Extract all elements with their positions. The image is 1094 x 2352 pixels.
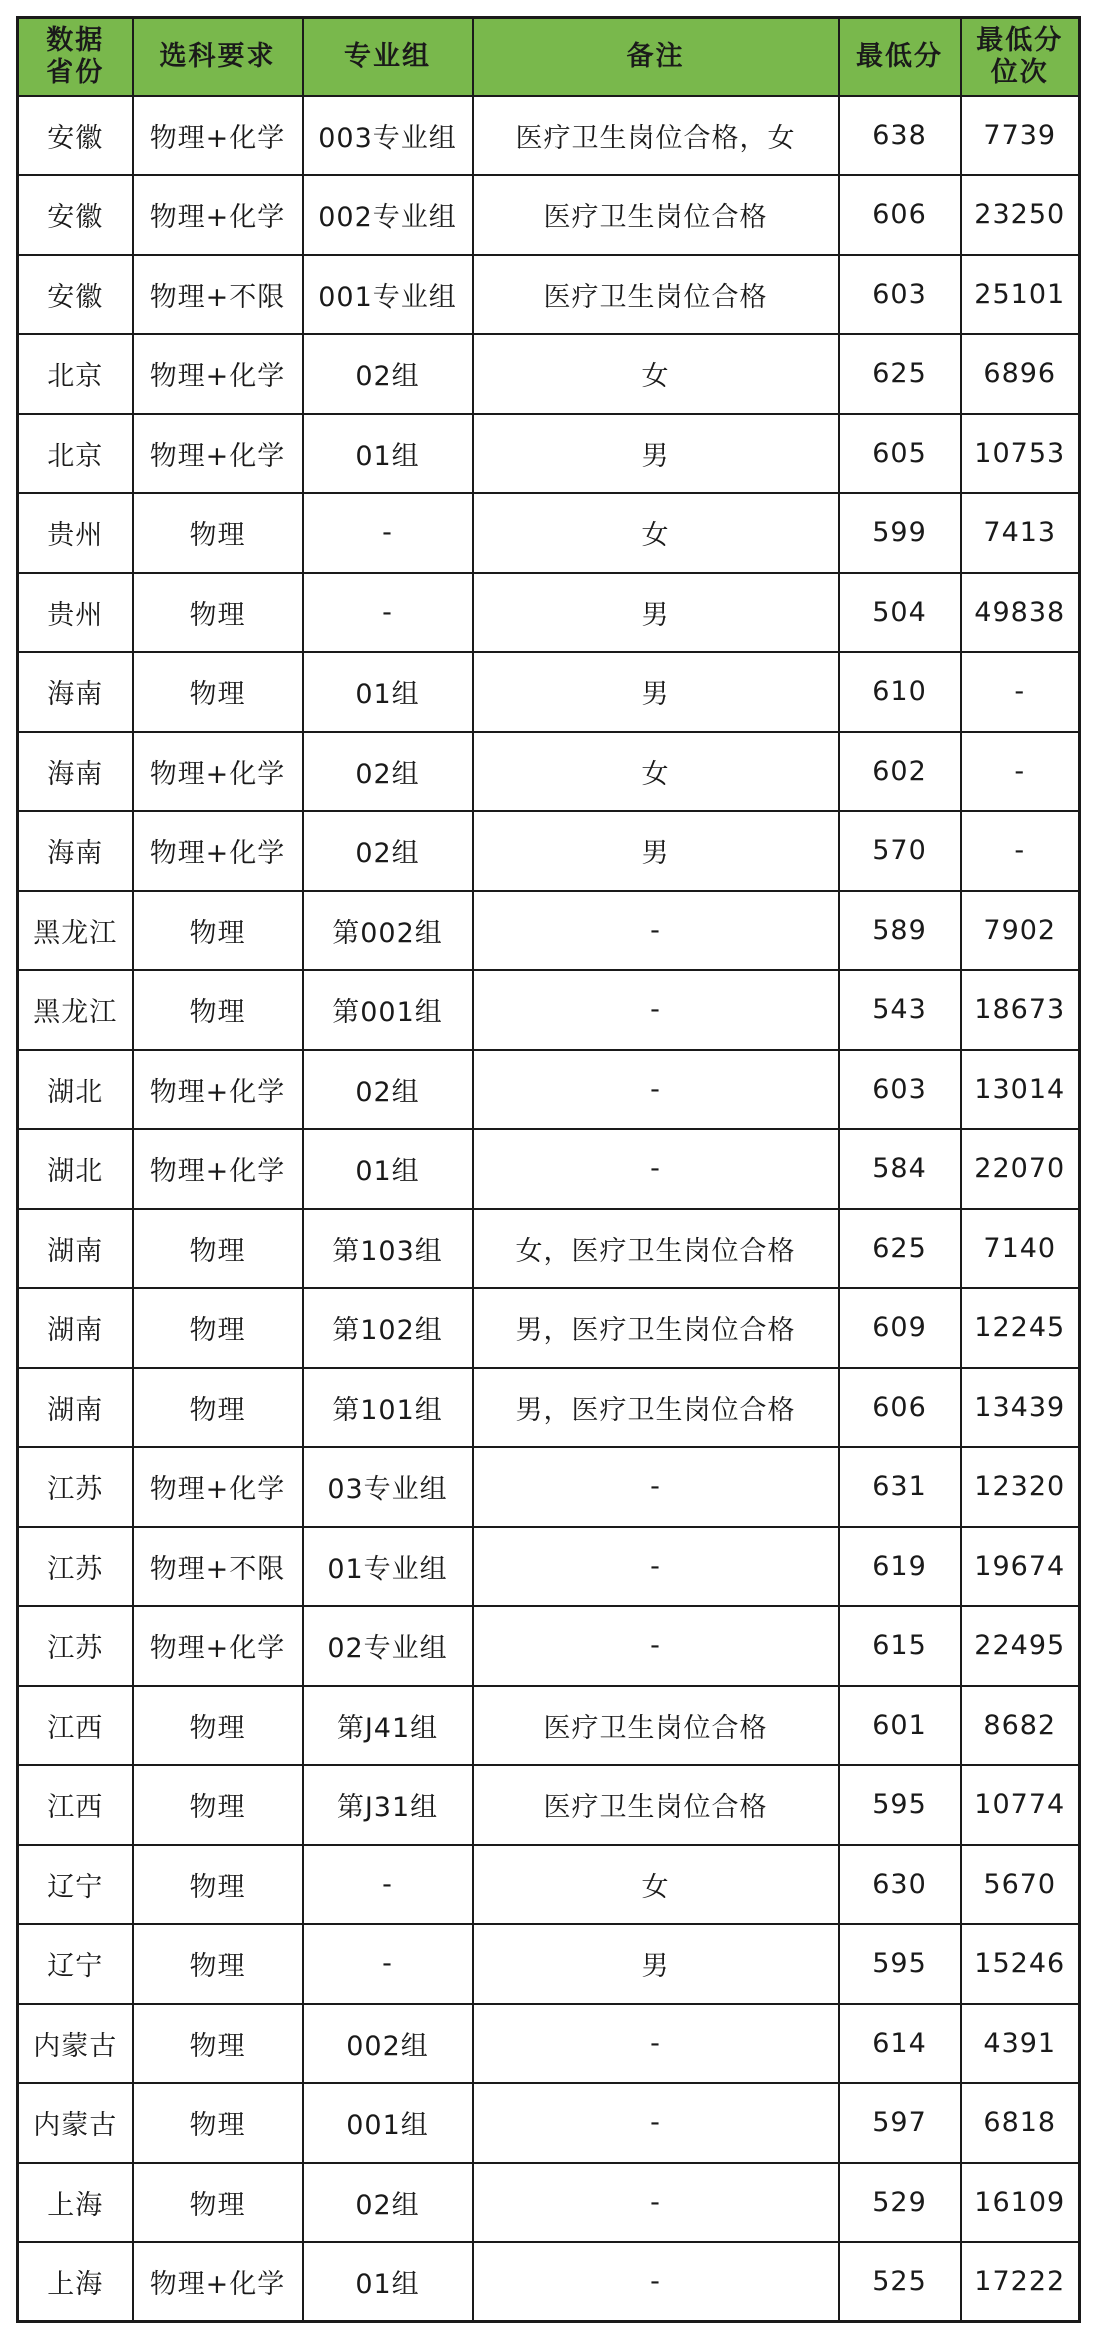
cell-min-rank: 23250: [961, 175, 1080, 255]
cell-group: 第J31组: [303, 1765, 473, 1845]
cell-group: -: [303, 493, 473, 573]
cell-subject: 物理: [133, 1686, 303, 1766]
cell-group: -: [303, 1924, 473, 2004]
header-province: 数据省份: [18, 18, 133, 96]
cell-min-score: 601: [839, 1686, 961, 1766]
table-row: [18, 1924, 1080, 2004]
cell-province: 内蒙古: [18, 2004, 133, 2084]
cell-province: 湖北: [18, 1050, 133, 1130]
cell-note: 医疗卫生岗位合格: [473, 175, 839, 255]
cell-min-rank: 19674: [961, 1527, 1080, 1607]
cell-group: -: [303, 1845, 473, 1925]
cell-subject: 物理+化学: [133, 414, 303, 494]
cell-min-score: 595: [839, 1924, 961, 2004]
cell-min-score: 610: [839, 652, 961, 732]
cell-note: 医疗卫生岗位合格: [473, 1686, 839, 1766]
cell-subject: 物理+不限: [133, 1527, 303, 1607]
table-row: [18, 1686, 1080, 1766]
cell-subject: 物理: [133, 2004, 303, 2084]
table-row: [18, 175, 1080, 255]
cell-min-rank: 6818: [961, 2083, 1080, 2163]
cell-note: -: [473, 2242, 839, 2322]
cell-min-score: 603: [839, 1050, 961, 1130]
cell-min-rank: 22495: [961, 1606, 1080, 1686]
cell-min-score: 543: [839, 970, 961, 1050]
cell-min-rank: 13439: [961, 1368, 1080, 1448]
table-row: [18, 334, 1080, 414]
table-row: [18, 1527, 1080, 1607]
cell-note: -: [473, 1129, 839, 1209]
cell-subject: 物理: [133, 1368, 303, 1448]
cell-province: 江苏: [18, 1447, 133, 1527]
cell-min-score: 595: [839, 1765, 961, 1845]
header-min-rank: 最低分位次: [961, 18, 1080, 96]
cell-min-rank: 16109: [961, 2163, 1080, 2243]
cell-min-rank: 12245: [961, 1288, 1080, 1368]
cell-province: 江西: [18, 1765, 133, 1845]
header-subject: 选科要求: [133, 18, 303, 96]
cell-min-rank: 8682: [961, 1686, 1080, 1766]
cell-min-rank: 7140: [961, 1209, 1080, 1289]
cell-province: 江苏: [18, 1527, 133, 1607]
cell-group: 01组: [303, 414, 473, 494]
cell-note: 男，医疗卫生岗位合格: [473, 1288, 839, 1368]
cell-note: -: [473, 1527, 839, 1607]
cell-min-score: 525: [839, 2242, 961, 2322]
cell-province: 江西: [18, 1686, 133, 1766]
table-row: [18, 1845, 1080, 1925]
cell-group: 01专业组: [303, 1527, 473, 1607]
cell-group: 第002组: [303, 891, 473, 971]
cell-note: 医疗卫生岗位合格: [473, 1765, 839, 1845]
cell-subject: 物理+化学: [133, 175, 303, 255]
cell-province: 黑龙江: [18, 970, 133, 1050]
cell-subject: 物理: [133, 1288, 303, 1368]
cell-min-rank: 13014: [961, 1050, 1080, 1130]
cell-min-score: 605: [839, 414, 961, 494]
cell-province: 海南: [18, 652, 133, 732]
cell-note: 女，医疗卫生岗位合格: [473, 1209, 839, 1289]
cell-min-score: 625: [839, 1209, 961, 1289]
cell-province: 江苏: [18, 1606, 133, 1686]
cell-group: 第001组: [303, 970, 473, 1050]
cell-group: 第102组: [303, 1288, 473, 1368]
header-min-score: 最低分: [839, 18, 961, 96]
cell-group: 第J41组: [303, 1686, 473, 1766]
cell-subject: 物理+化学: [133, 96, 303, 176]
cell-province: 辽宁: [18, 1924, 133, 2004]
cell-min-rank: -: [961, 652, 1080, 732]
cell-note: -: [473, 1050, 839, 1130]
cell-subject: 物理+不限: [133, 255, 303, 335]
cell-note: 男: [473, 652, 839, 732]
cell-group: 002专业组: [303, 175, 473, 255]
cell-province: 北京: [18, 414, 133, 494]
cell-min-score: 625: [839, 334, 961, 414]
cell-province: 海南: [18, 811, 133, 891]
cell-min-rank: 17222: [961, 2242, 1080, 2322]
cell-province: 上海: [18, 2163, 133, 2243]
cell-province: 海南: [18, 732, 133, 812]
cell-subject: 物理: [133, 1765, 303, 1845]
cell-province: 安徽: [18, 255, 133, 335]
table-row: [18, 1368, 1080, 1448]
cell-min-rank: 10753: [961, 414, 1080, 494]
table-row: [18, 1129, 1080, 1209]
cell-subject: 物理: [133, 2163, 303, 2243]
table-row: [18, 1209, 1080, 1289]
cell-subject: 物理: [133, 652, 303, 732]
cell-subject: 物理+化学: [133, 1447, 303, 1527]
cell-note: 男: [473, 811, 839, 891]
cell-min-rank: 22070: [961, 1129, 1080, 1209]
cell-note: 医疗卫生岗位合格: [473, 255, 839, 335]
cell-note: 女: [473, 334, 839, 414]
cell-group: 02组: [303, 2163, 473, 2243]
table-row: [18, 255, 1080, 335]
cell-min-rank: -: [961, 811, 1080, 891]
cell-subject: 物理: [133, 1209, 303, 1289]
cell-min-score: 614: [839, 2004, 961, 2084]
cell-note: -: [473, 970, 839, 1050]
cell-subject: 物理+化学: [133, 811, 303, 891]
cell-group: 001专业组: [303, 255, 473, 335]
cell-min-score: 597: [839, 2083, 961, 2163]
cell-province: 湖南: [18, 1209, 133, 1289]
header-note: 备注: [473, 18, 839, 96]
cell-province: 湖南: [18, 1368, 133, 1448]
cell-note: 女: [473, 493, 839, 573]
cell-note: -: [473, 1447, 839, 1527]
cell-note: 男: [473, 1924, 839, 2004]
table-row: [18, 1447, 1080, 1527]
cell-note: 医疗卫生岗位合格，女: [473, 96, 839, 176]
table-row: [18, 414, 1080, 494]
cell-province: 湖南: [18, 1288, 133, 1368]
cell-min-rank: 4391: [961, 2004, 1080, 2084]
cell-min-score: 529: [839, 2163, 961, 2243]
table-row: [18, 573, 1080, 653]
cell-province: 湖北: [18, 1129, 133, 1209]
cell-group: 02组: [303, 1050, 473, 1130]
cell-province: 上海: [18, 2242, 133, 2322]
table-row: [18, 732, 1080, 812]
cell-subject: 物理: [133, 970, 303, 1050]
cell-group: 02组: [303, 334, 473, 414]
admission-score-table: [16, 16, 1081, 2323]
table-row: [18, 2004, 1080, 2084]
cell-province: 黑龙江: [18, 891, 133, 971]
cell-min-rank: 15246: [961, 1924, 1080, 2004]
table-row: [18, 1606, 1080, 1686]
cell-group: 第101组: [303, 1368, 473, 1448]
cell-province: 安徽: [18, 96, 133, 176]
table-row: [18, 970, 1080, 1050]
cell-province: 贵州: [18, 573, 133, 653]
cell-min-score: 602: [839, 732, 961, 812]
table-body: [18, 96, 1080, 2322]
cell-note: 男: [473, 414, 839, 494]
cell-note: -: [473, 2004, 839, 2084]
cell-min-rank: 10774: [961, 1765, 1080, 1845]
cell-group: 01组: [303, 2242, 473, 2322]
table-row: [18, 493, 1080, 573]
table-row: [18, 1765, 1080, 1845]
cell-note: 男，医疗卫生岗位合格: [473, 1368, 839, 1448]
cell-min-rank: 7413: [961, 493, 1080, 573]
cell-min-rank: 6896: [961, 334, 1080, 414]
cell-subject: 物理: [133, 891, 303, 971]
cell-group: -: [303, 573, 473, 653]
cell-min-rank: 5670: [961, 1845, 1080, 1925]
cell-subject: 物理+化学: [133, 732, 303, 812]
cell-note: -: [473, 1606, 839, 1686]
cell-group: 002组: [303, 2004, 473, 2084]
header-group: 专业组: [303, 18, 473, 96]
cell-min-rank: 7739: [961, 96, 1080, 176]
cell-min-rank: 18673: [961, 970, 1080, 1050]
cell-subject: 物理: [133, 573, 303, 653]
cell-subject: 物理+化学: [133, 1050, 303, 1130]
cell-province: 安徽: [18, 175, 133, 255]
cell-note: -: [473, 2083, 839, 2163]
cell-min-score: 584: [839, 1129, 961, 1209]
cell-province: 北京: [18, 334, 133, 414]
cell-min-score: 615: [839, 1606, 961, 1686]
cell-min-score: 504: [839, 573, 961, 653]
cell-group: 001组: [303, 2083, 473, 2163]
cell-min-score: 619: [839, 1527, 961, 1607]
table-row: [18, 811, 1080, 891]
cell-min-score: 570: [839, 811, 961, 891]
cell-province: 辽宁: [18, 1845, 133, 1925]
cell-min-score: 631: [839, 1447, 961, 1527]
cell-group: 003专业组: [303, 96, 473, 176]
cell-min-rank: 49838: [961, 573, 1080, 653]
cell-note: 女: [473, 732, 839, 812]
cell-province: 贵州: [18, 493, 133, 573]
cell-min-score: 606: [839, 1368, 961, 1448]
cell-subject: 物理: [133, 2083, 303, 2163]
table-header-row: [18, 18, 1080, 96]
cell-subject: 物理: [133, 1845, 303, 1925]
table-row: [18, 96, 1080, 176]
cell-note: -: [473, 891, 839, 971]
cell-group: 03专业组: [303, 1447, 473, 1527]
cell-group: 02组: [303, 732, 473, 812]
cell-subject: 物理: [133, 493, 303, 573]
table-row: [18, 1288, 1080, 1368]
cell-group: 01组: [303, 652, 473, 732]
cell-subject: 物理+化学: [133, 334, 303, 414]
cell-min-score: 599: [839, 493, 961, 573]
cell-group: 02组: [303, 811, 473, 891]
table-row: [18, 891, 1080, 971]
cell-note: -: [473, 2163, 839, 2243]
cell-min-rank: -: [961, 732, 1080, 812]
cell-group: 第103组: [303, 1209, 473, 1289]
cell-min-rank: 25101: [961, 255, 1080, 335]
cell-min-score: 630: [839, 1845, 961, 1925]
cell-province: 内蒙古: [18, 2083, 133, 2163]
cell-min-rank: 7902: [961, 891, 1080, 971]
table-row: [18, 2242, 1080, 2322]
cell-group: 02专业组: [303, 1606, 473, 1686]
cell-subject: 物理+化学: [133, 2242, 303, 2322]
cell-min-score: 603: [839, 255, 961, 335]
table-row: [18, 2083, 1080, 2163]
cell-note: 女: [473, 1845, 839, 1925]
cell-group: 01组: [303, 1129, 473, 1209]
cell-subject: 物理: [133, 1924, 303, 2004]
cell-min-score: 638: [839, 96, 961, 176]
cell-min-score: 609: [839, 1288, 961, 1368]
table-row: [18, 652, 1080, 732]
cell-subject: 物理+化学: [133, 1606, 303, 1686]
cell-note: 男: [473, 573, 839, 653]
cell-min-rank: 12320: [961, 1447, 1080, 1527]
cell-min-score: 606: [839, 175, 961, 255]
cell-min-score: 589: [839, 891, 961, 971]
table-row: [18, 1050, 1080, 1130]
cell-subject: 物理+化学: [133, 1129, 303, 1209]
table-row: [18, 2163, 1080, 2243]
